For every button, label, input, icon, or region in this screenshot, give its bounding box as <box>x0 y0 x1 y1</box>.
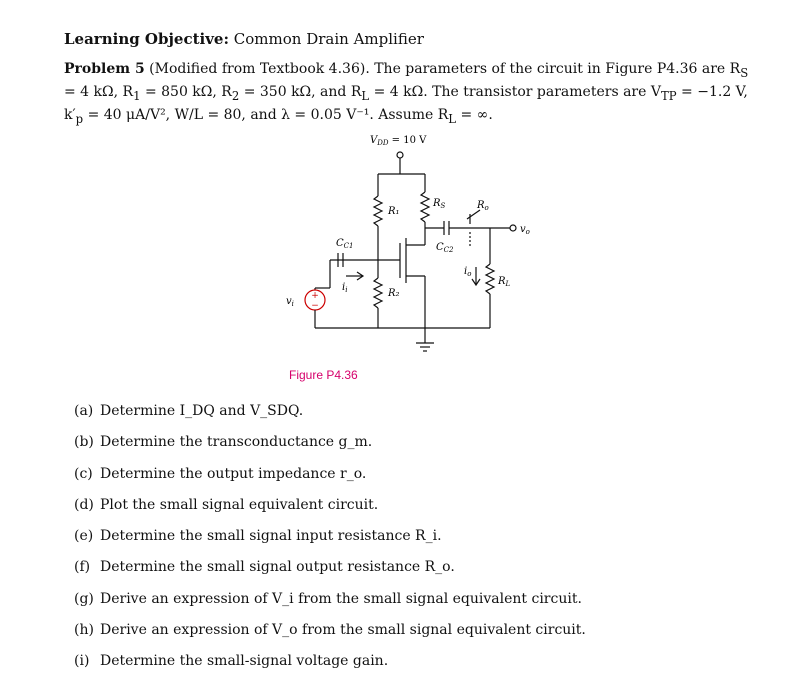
r1-resistor <box>374 196 382 226</box>
problem-text: (Modified from Textbook 4.36). The parameters of the circuit in Figure P4.36 are R <box>149 61 741 77</box>
question-item: (a) Determine I_DQ and V_SDQ. <box>74 403 304 419</box>
question-item: (f) Determine the small signal output resistance R_o. <box>74 559 455 576</box>
rl-label: $R_L$ <box>498 276 511 288</box>
objective-label: Learning Objective: <box>64 30 230 48</box>
problem-text: = 350 kΩ, and R <box>239 83 362 100</box>
problem-text: = −1.2 V, k′ <box>64 83 748 123</box>
question-list <box>74 400 734 682</box>
vo-label: $v_o$ <box>520 224 530 236</box>
problem-text: = 4 kΩ. The transistor parameters are V <box>369 83 661 100</box>
problem-sub: L <box>448 111 457 126</box>
rs-label: $R_S$ <box>433 198 446 210</box>
problem-text: = 40 μA/V², W/L = 80, and λ = 0.05 V⁻¹. Assume R <box>83 106 449 123</box>
r1-label: R₁ <box>388 206 400 217</box>
ro-label: $R_o$ <box>477 200 489 212</box>
cc1-label: $C_{C1}$ <box>336 238 354 250</box>
vi-label: $v_i$ <box>286 296 294 308</box>
question-item: (h) Derive an expression of V_o from the small signal equivalent circuit. <box>74 622 586 639</box>
cc2-label: $C_{C2}$ <box>436 242 454 254</box>
rl-resistor <box>486 264 494 294</box>
problem-sub: 2 <box>231 88 240 103</box>
problem-label: Problem 5 <box>64 61 145 77</box>
r2-label: R₂ <box>388 288 400 299</box>
rs-resistor <box>421 192 429 222</box>
figure-caption: Figure P4.36 <box>289 368 358 382</box>
problem-text: = 850 kΩ, R <box>140 83 232 100</box>
question-item: (b) Determine the transconductance g_m. <box>74 434 373 451</box>
vdd-label: $V_{DD} = 10$ V <box>370 135 427 147</box>
learning-objective <box>64 30 424 48</box>
question-item: (i) Determine the small-signal voltage gain. <box>74 653 389 670</box>
problem-text: = ∞. <box>456 106 493 123</box>
vdd-terminal <box>397 152 403 158</box>
question-item: (d) Plot the small signal equivalent circuit. <box>74 496 379 513</box>
question-item: (c) Determine the output impedance r_o. <box>74 465 367 482</box>
circuit-diagram <box>270 128 550 363</box>
io-label: $i_o$ <box>464 266 472 278</box>
plus-sign: + <box>311 291 319 301</box>
problem-sub: TP <box>660 88 677 103</box>
problem-sub: L <box>361 88 370 103</box>
objective-text: Common Drain Amplifier <box>233 30 424 48</box>
minus-sign: − <box>311 301 319 311</box>
problem-sub: S <box>740 65 749 80</box>
ii-label: $i_i$ <box>342 282 348 294</box>
problem-statement <box>64 60 764 128</box>
question-item: (e) Determine the small signal input resistance R_i. <box>74 528 442 545</box>
problem-sub: 1 <box>133 88 141 103</box>
question-item: (g) Derive an expression of V_i from the small signal equivalent circuit. <box>74 590 582 607</box>
r2-resistor <box>374 278 382 308</box>
problem-sub: p <box>75 111 84 126</box>
problem-text: = 4 kΩ, R <box>64 83 134 100</box>
vo-terminal <box>510 225 516 231</box>
